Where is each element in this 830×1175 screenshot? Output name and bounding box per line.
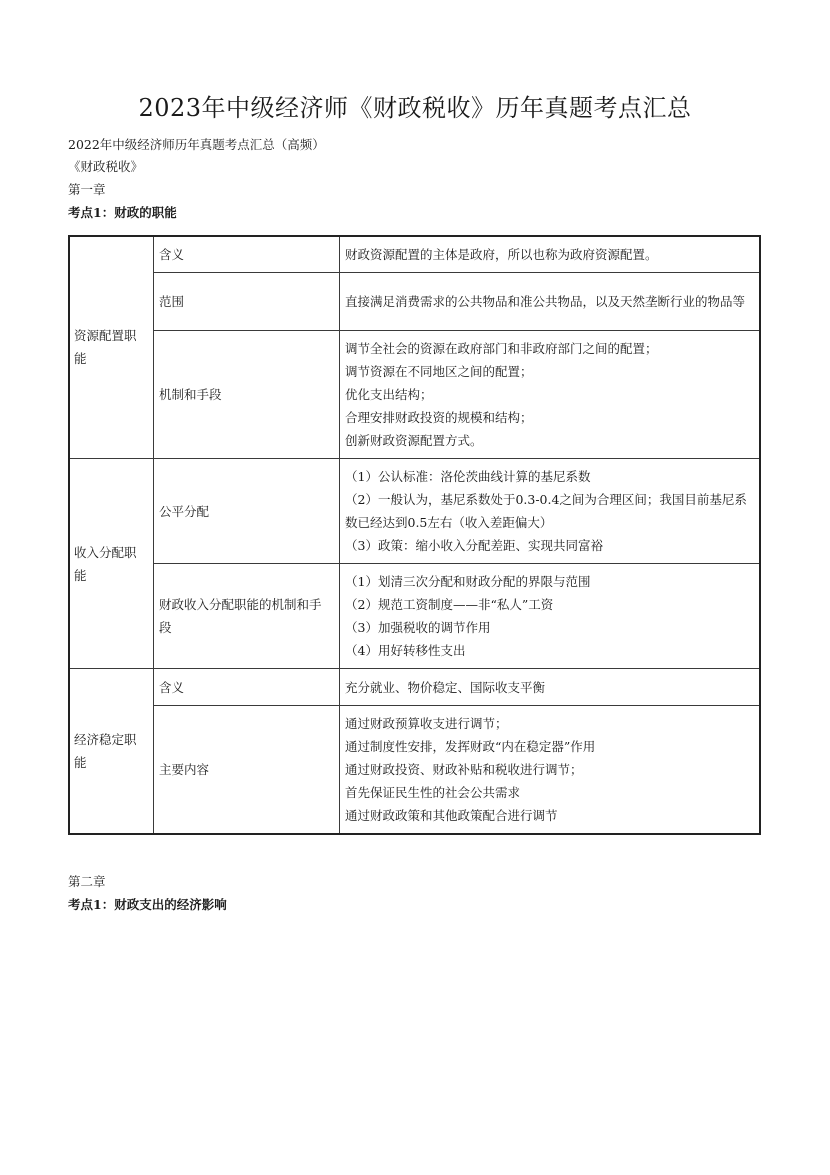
functions-table <box>68 235 761 834</box>
item-cell: 含义 <box>154 669 340 706</box>
content-line: 财政资源配置的主体是政府，所以也称为政府资源配置。 <box>345 246 658 262</box>
item-cell: 范围 <box>154 273 340 331</box>
table-row <box>69 706 761 834</box>
content-line: （4）用好转移性支出 <box>345 643 466 658</box>
item-cell: 主要内容 <box>154 706 340 834</box>
chapter-heading: 第二章 <box>68 874 106 889</box>
content-cell <box>340 669 761 706</box>
function-category-cell: 资源配置职能 <box>69 236 154 459</box>
content-line: 充分就业、物价稳定、国际收支平衡 <box>345 679 546 695</box>
content-line: 调节全社会的资源在政府部门和非政府部门之间的配置； <box>345 341 658 356</box>
content-cell <box>340 236 761 273</box>
content-line: （1）划清三次分配和财政分配的界限与范围 <box>345 574 591 589</box>
table-row <box>69 273 761 331</box>
content-line: 通过财政政策和其他政策配合进行调节 <box>345 808 558 823</box>
content-line: 通过财政投资、财政补贴和税收进行调节； <box>345 762 583 777</box>
content-cell <box>340 331 761 459</box>
content-line: 通过财政预算收支进行调节； <box>345 716 508 731</box>
content-line: 创新财政资源配置方式。 <box>345 433 483 448</box>
section-heading: 考点1：财政的职能 <box>68 205 177 220</box>
item-cell: 公平分配 <box>154 459 340 564</box>
table-row <box>69 459 761 564</box>
table-row <box>69 564 761 669</box>
content-line: 通过制度性安排，发挥财政“内在稳定器”作用 <box>345 739 596 754</box>
content-line: 首先保证民生性的社会公共需求 <box>345 785 521 800</box>
content-line: 调节资源在不同地区之间的配置； <box>345 364 533 379</box>
table-row <box>69 331 761 459</box>
page-title: 2023年中级经济师《财政税收》历年真题考点汇总 <box>138 94 692 122</box>
content-cell <box>340 564 761 669</box>
function-category-cell: 收入分配职能 <box>69 459 154 669</box>
content-line: （3）政策：缩小收入分配差距、实现共同富裕 <box>345 538 603 553</box>
book-title: 《财政税收》 <box>68 159 144 174</box>
item-cell: 含义 <box>154 236 340 273</box>
content-line: （1）公认标准：洛伦茨曲线计算的基尼系数 <box>345 469 591 484</box>
content-line: 合理安排财政投资的规模和结构； <box>345 410 533 425</box>
content-cell <box>340 706 761 834</box>
table-row <box>69 669 761 706</box>
content-cell <box>340 459 761 564</box>
content-line: 直接满足消费需求的公共物品和准公共物品，以及天然垄断行业的物品等 <box>345 294 746 309</box>
content-cell <box>340 273 761 331</box>
chapter-heading: 第一章 <box>68 182 106 197</box>
subtitle: 2022年中级经济师历年真题考点汇总（高频） <box>68 137 325 152</box>
item-cell: 财政收入分配职能的机制和手段 <box>154 564 340 669</box>
section-heading: 考点1：财政支出的经济影响 <box>68 897 227 912</box>
content-line: （2）一般认为，基尼系数处于0.3-0.4之间为合理区间；我国目前基尼系数已经达到0.5左右（收入差距偏大） <box>345 492 747 530</box>
item-cell: 机制和手段 <box>154 331 340 459</box>
function-category-cell: 经济稳定职能 <box>69 669 154 834</box>
content-line: （3）加强税收的调节作用 <box>345 620 491 635</box>
content-line: （2）规范工资制度——非“私人”工资 <box>345 597 554 612</box>
content-line: 优化支出结构； <box>345 387 433 402</box>
table-row <box>69 236 761 273</box>
